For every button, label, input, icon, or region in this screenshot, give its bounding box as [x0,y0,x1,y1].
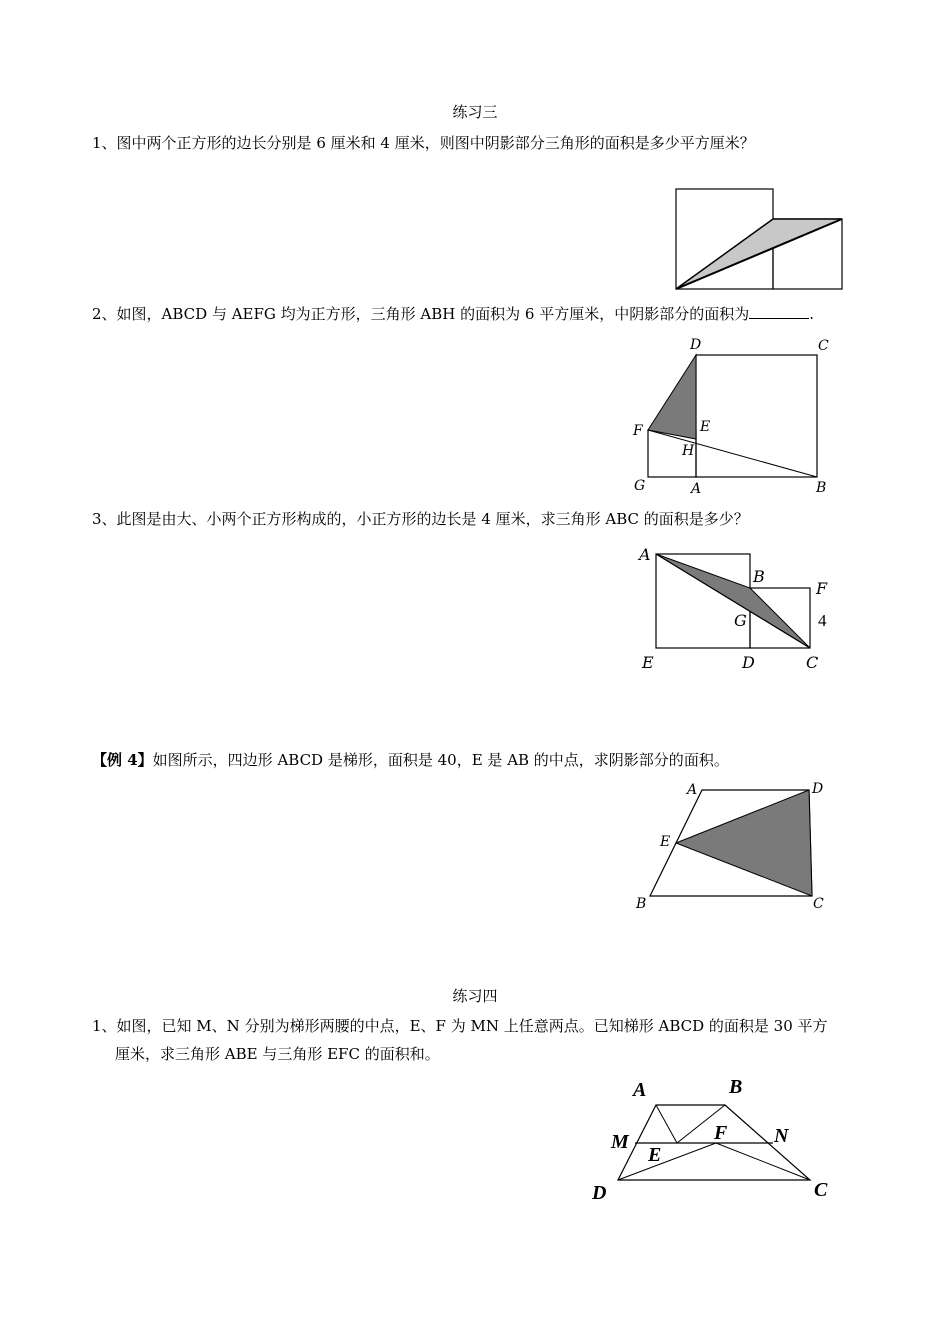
q3-label-G: G [734,611,747,630]
s4-q1-label-N: N [774,1125,789,1147]
q3-label-A: A [639,545,651,564]
q2-label-H: H [682,443,695,459]
s4-q1-label-C: C [814,1179,828,1201]
q2-text [92,304,814,324]
q2-label-F: F [633,423,643,439]
q2-label-G: G [634,478,646,494]
q2-label-A: A [691,481,702,497]
s4-q1-label-A: A [633,1079,647,1101]
example4-body: 如图所示，四边形 ABCD 是梯形，面积是 40，E 是 AB 的中点，求阴影部分的面积。 [152,751,729,769]
figure-s4-q1 [585,1072,845,1212]
q3-label-D: D [742,653,755,672]
example4-label-A: A [687,782,698,798]
figure-q2 [628,335,838,500]
figure-q3 [632,542,842,677]
q2-answer-blank [749,304,809,319]
section4-title: 练习四 [452,987,498,1005]
q3-label-F: F [816,579,828,598]
s4-q1-label-M: M [611,1131,629,1153]
q2-label-D: D [690,337,702,353]
s4-q1-line1: 1、如图，已知 M、N 分别为梯形两腰的中点，E、F 为 MN 上任意两点。已知梯形 ABCD 的面积是 30 平方 [92,1017,828,1035]
q2-label-E: E [700,419,711,435]
example4-label-C: C [813,896,824,912]
q3-label-C: C [806,653,819,672]
q2-label-C: C [818,338,829,354]
figure-example4 [632,778,842,918]
q3-text: 3、此图是由大、小两个正方形构成的，小正方形的边长是 4 厘米，求三角形 ABC 的面积是多少？ [92,510,749,528]
example4-bracket: 【例 4】 [92,751,153,769]
q1-text: 1、图中两个正方形的边长分别是 6 厘米和 4 厘米，则图中阴影部分三角形的面积是多少平方厘米？ [92,134,755,152]
example4-label-E: E [660,834,671,850]
q2-text-before: 2、如图，ABCD 与 AEFG 均为正方形，三角形 ABH 的面积为 6 平方厘米，中阴影部分的面积为 [92,305,750,323]
s4-q1-label-D: D [592,1182,607,1204]
q3-label-B: B [753,567,765,586]
section3-title: 练习三 [452,103,498,121]
q3-label-E: E [642,653,654,672]
s4-q1-label-E: E [648,1144,662,1166]
figure-q1 [670,185,850,295]
s4-q1-label-B: B [729,1076,743,1098]
example4-text [92,750,729,770]
q2-text-after: . [809,305,814,323]
s4-q1-label-F: F [714,1122,728,1144]
s4-q1-line2: 厘米，求三角形 ABE 与三角形 EFC 的面积和。 [115,1045,440,1063]
example4-label-D: D [812,781,824,797]
example4-label-B: B [636,896,647,912]
q2-label-B: B [816,480,827,496]
q3-label-side: 4 [818,611,827,630]
